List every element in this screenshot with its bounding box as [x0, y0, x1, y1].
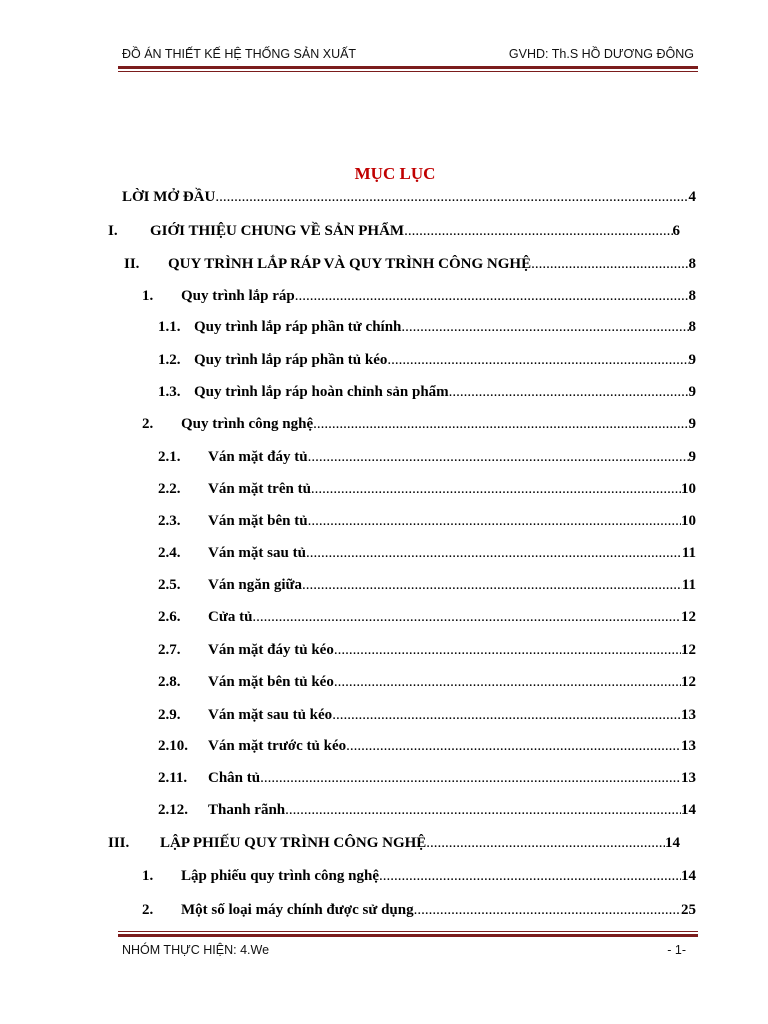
footer-rule-thin [118, 931, 698, 932]
toc-leader [306, 543, 682, 563]
toc-entry [0, 900, 768, 920]
toc-entry [0, 672, 768, 692]
toc-entry [0, 414, 768, 434]
toc-entry-page: 9 [688, 416, 696, 432]
toc-entry-line [208, 640, 696, 660]
toc-entry-line [181, 414, 696, 434]
toc-entry-number: 2.5. [158, 577, 181, 593]
toc-entry-page: 9 [688, 384, 696, 400]
toc-entry-title: Ván mặt bên tủ kéo [208, 674, 334, 690]
toc-entry-line [168, 254, 696, 274]
toc-entry-title: Một số loại máy chính được sử dụng [181, 902, 414, 918]
toc-heading: MỤC LỤC [354, 164, 436, 183]
toc-entry-page: 9 [688, 449, 696, 465]
toc-entry-title: Ván ngăn giữa [208, 577, 303, 593]
toc-leader [215, 187, 688, 207]
toc-leader [346, 736, 681, 756]
toc-entry-line [208, 705, 696, 725]
toc-entry-line [208, 607, 696, 627]
toc-entry-page: 12 [681, 674, 696, 690]
toc-entry-number: 2.8. [158, 674, 181, 690]
toc-entry [0, 768, 768, 788]
toc-leader [334, 640, 681, 660]
footer-rule-thick [118, 934, 698, 937]
toc-entry [0, 221, 768, 241]
toc-entry-title: Quy trình lắp ráp phần tủ kéo [194, 352, 388, 368]
toc-entry [0, 447, 768, 467]
toc-entry-page: 8 [688, 256, 696, 272]
toc-entry-line [208, 800, 696, 820]
toc-entry-line [208, 768, 696, 788]
toc-entry-number: 2.4. [158, 545, 181, 561]
toc-entry [0, 479, 768, 499]
toc-leader [295, 286, 689, 306]
toc-entry-line [208, 479, 696, 499]
toc-leader [308, 447, 689, 467]
toc-entry-number: 1. [142, 868, 154, 884]
toc-entry-title: Ván mặt sau tủ [208, 545, 306, 561]
toc-leader [449, 382, 689, 402]
toc-entry-page: 8 [688, 288, 696, 304]
toc-entry [0, 254, 768, 274]
toc-entry-title: Ván mặt đáy tủ kéo [208, 642, 334, 658]
toc-entry [0, 705, 768, 725]
toc-entry [0, 866, 768, 886]
toc-entry-number: 2.1. [158, 449, 181, 465]
toc-leader [387, 350, 688, 370]
toc-entry-page: 14 [681, 802, 696, 818]
footer-page-number: - 1- [667, 943, 686, 957]
toc-leader [379, 866, 681, 886]
toc-entry-page: 9 [688, 352, 696, 368]
toc-entry-page: 4 [688, 189, 696, 205]
toc-entry-page: 8 [688, 319, 696, 335]
toc-entry-title: Thanh rãnh [208, 802, 286, 818]
toc-entry [0, 382, 768, 402]
toc-entry-number: 2.9. [158, 707, 181, 723]
header-advisor: GVHD: Th.S HỒ DƯƠNG ĐÔNG [508, 47, 694, 61]
toc-entry [0, 543, 768, 563]
toc-entry-title: Cửa tủ [208, 609, 253, 625]
toc-entry-number: 2.7. [158, 642, 181, 658]
toc-entry-title: Ván mặt bên tủ [208, 513, 308, 529]
header-rule-thin [118, 71, 698, 72]
toc-entry-line [181, 900, 696, 920]
toc-entry-line [160, 833, 680, 853]
toc-entry [0, 607, 768, 627]
toc-leader [401, 317, 688, 337]
toc-entry-line [194, 382, 696, 402]
toc-entry-number: 2.10. [158, 738, 188, 754]
toc-entry [0, 800, 768, 820]
toc-entry-number: 1. [142, 288, 154, 304]
toc-entry-title: QUY TRÌNH LẮP RÁP VÀ QUY TRÌNH CÔNG NGHỆ [168, 256, 532, 272]
toc-leader [531, 254, 688, 274]
toc-leader [426, 833, 665, 853]
toc-leader [308, 511, 681, 531]
toc-entry-line [208, 543, 696, 563]
toc-entry-line [208, 447, 696, 467]
toc-entry-page: 13 [681, 738, 696, 754]
toc-entry-page: 12 [681, 642, 696, 658]
toc-entry [0, 640, 768, 660]
toc-entry-page: 13 [681, 770, 696, 786]
toc-entry-line [208, 511, 696, 531]
toc-entry-title: Lập phiếu quy trình công nghệ [181, 868, 379, 884]
toc-entry-page: 10 [681, 481, 696, 497]
toc-entry-line [122, 187, 696, 207]
toc-entry-title: LẬP PHIẾU QUY TRÌNH CÔNG NGHỆ [160, 835, 427, 851]
toc-entry-number: 1.1. [158, 319, 181, 335]
toc-entry-page: 12 [681, 609, 696, 625]
toc-leader [285, 800, 681, 820]
toc-entry-line [181, 866, 696, 886]
toc-entry-page: 11 [681, 545, 696, 561]
toc-entry [0, 286, 768, 306]
toc-leader [302, 575, 682, 595]
toc-entry-number: I. [108, 223, 118, 239]
toc-entry [0, 736, 768, 756]
toc-entry-title: Ván mặt trước tủ kéo [208, 738, 347, 754]
toc-entry [0, 350, 768, 370]
toc-entry-number: 2. [142, 416, 154, 432]
toc-leader [311, 479, 681, 499]
toc-leader [332, 705, 681, 725]
toc-entry-title: Ván mặt sau tủ kéo [208, 707, 333, 723]
toc-entry-page: 14 [665, 835, 680, 851]
toc-entry-number: 2.11. [158, 770, 188, 786]
toc-entry-number: 1.3. [158, 384, 181, 400]
footer-group: NHÓM THỰC HIỆN: 4.We [122, 943, 270, 957]
toc-entry-number: 2.6. [158, 609, 181, 625]
toc-entry-line [208, 575, 696, 595]
toc-entry-number: 2.3. [158, 513, 181, 529]
toc-leader [260, 768, 681, 788]
toc-entry-title: Quy trình công nghệ [181, 416, 314, 432]
header-rule-thick [118, 66, 698, 69]
toc-entry-title: Chân tủ [208, 770, 261, 786]
toc-leader [252, 607, 681, 627]
toc-entry-number: 1.2. [158, 352, 181, 368]
toc-entry [0, 575, 768, 595]
toc-entry-line [150, 221, 680, 241]
toc-entry-line [194, 350, 696, 370]
toc-entry-line [208, 736, 696, 756]
toc-entry-page: 13 [681, 707, 696, 723]
toc-entry-number: II. [124, 256, 140, 272]
toc-entry-line [181, 286, 696, 306]
header-title: ĐỒ ÁN THIẾT KẾ HỆ THỐNG SẢN XUẤT [122, 47, 357, 61]
toc-entry [0, 187, 768, 207]
toc-entry-title: Ván mặt đáy tủ [208, 449, 308, 465]
toc-entry-title: Quy trình lắp ráp [181, 288, 295, 304]
toc-leader [334, 672, 681, 692]
toc-leader [414, 900, 681, 920]
toc-entry [0, 511, 768, 531]
toc-entry-title: Quy trình lắp ráp phần tử chính [194, 319, 402, 335]
toc-entry-title: GIỚI THIỆU CHUNG VỀ SẢN PHẨM [150, 223, 405, 239]
toc-entry-number: III. [108, 835, 130, 851]
toc-entry-page: 14 [681, 868, 696, 884]
toc-leader [404, 221, 672, 241]
toc-entry-page: 25 [681, 902, 696, 918]
toc-entry-title: LỜI MỞ ĐẦU [122, 189, 216, 205]
toc-entry-number: 2.2. [158, 481, 181, 497]
toc-entry-page: 10 [681, 513, 696, 529]
toc-entry-page: 11 [681, 577, 696, 593]
toc-leader [313, 414, 688, 434]
toc-entry-line [194, 317, 696, 337]
toc-entry-page: 6 [672, 223, 680, 239]
toc-entry-title: Ván mặt trên tủ [208, 481, 311, 497]
toc-entry-number: 2.12. [158, 802, 188, 818]
toc-entry-title: Quy trình lắp ráp hoàn chỉnh sản phẩm [194, 384, 449, 400]
toc-entry [0, 833, 768, 853]
toc-entry-line [208, 672, 696, 692]
toc-entry-number: 2. [142, 902, 154, 918]
toc-entry [0, 317, 768, 337]
